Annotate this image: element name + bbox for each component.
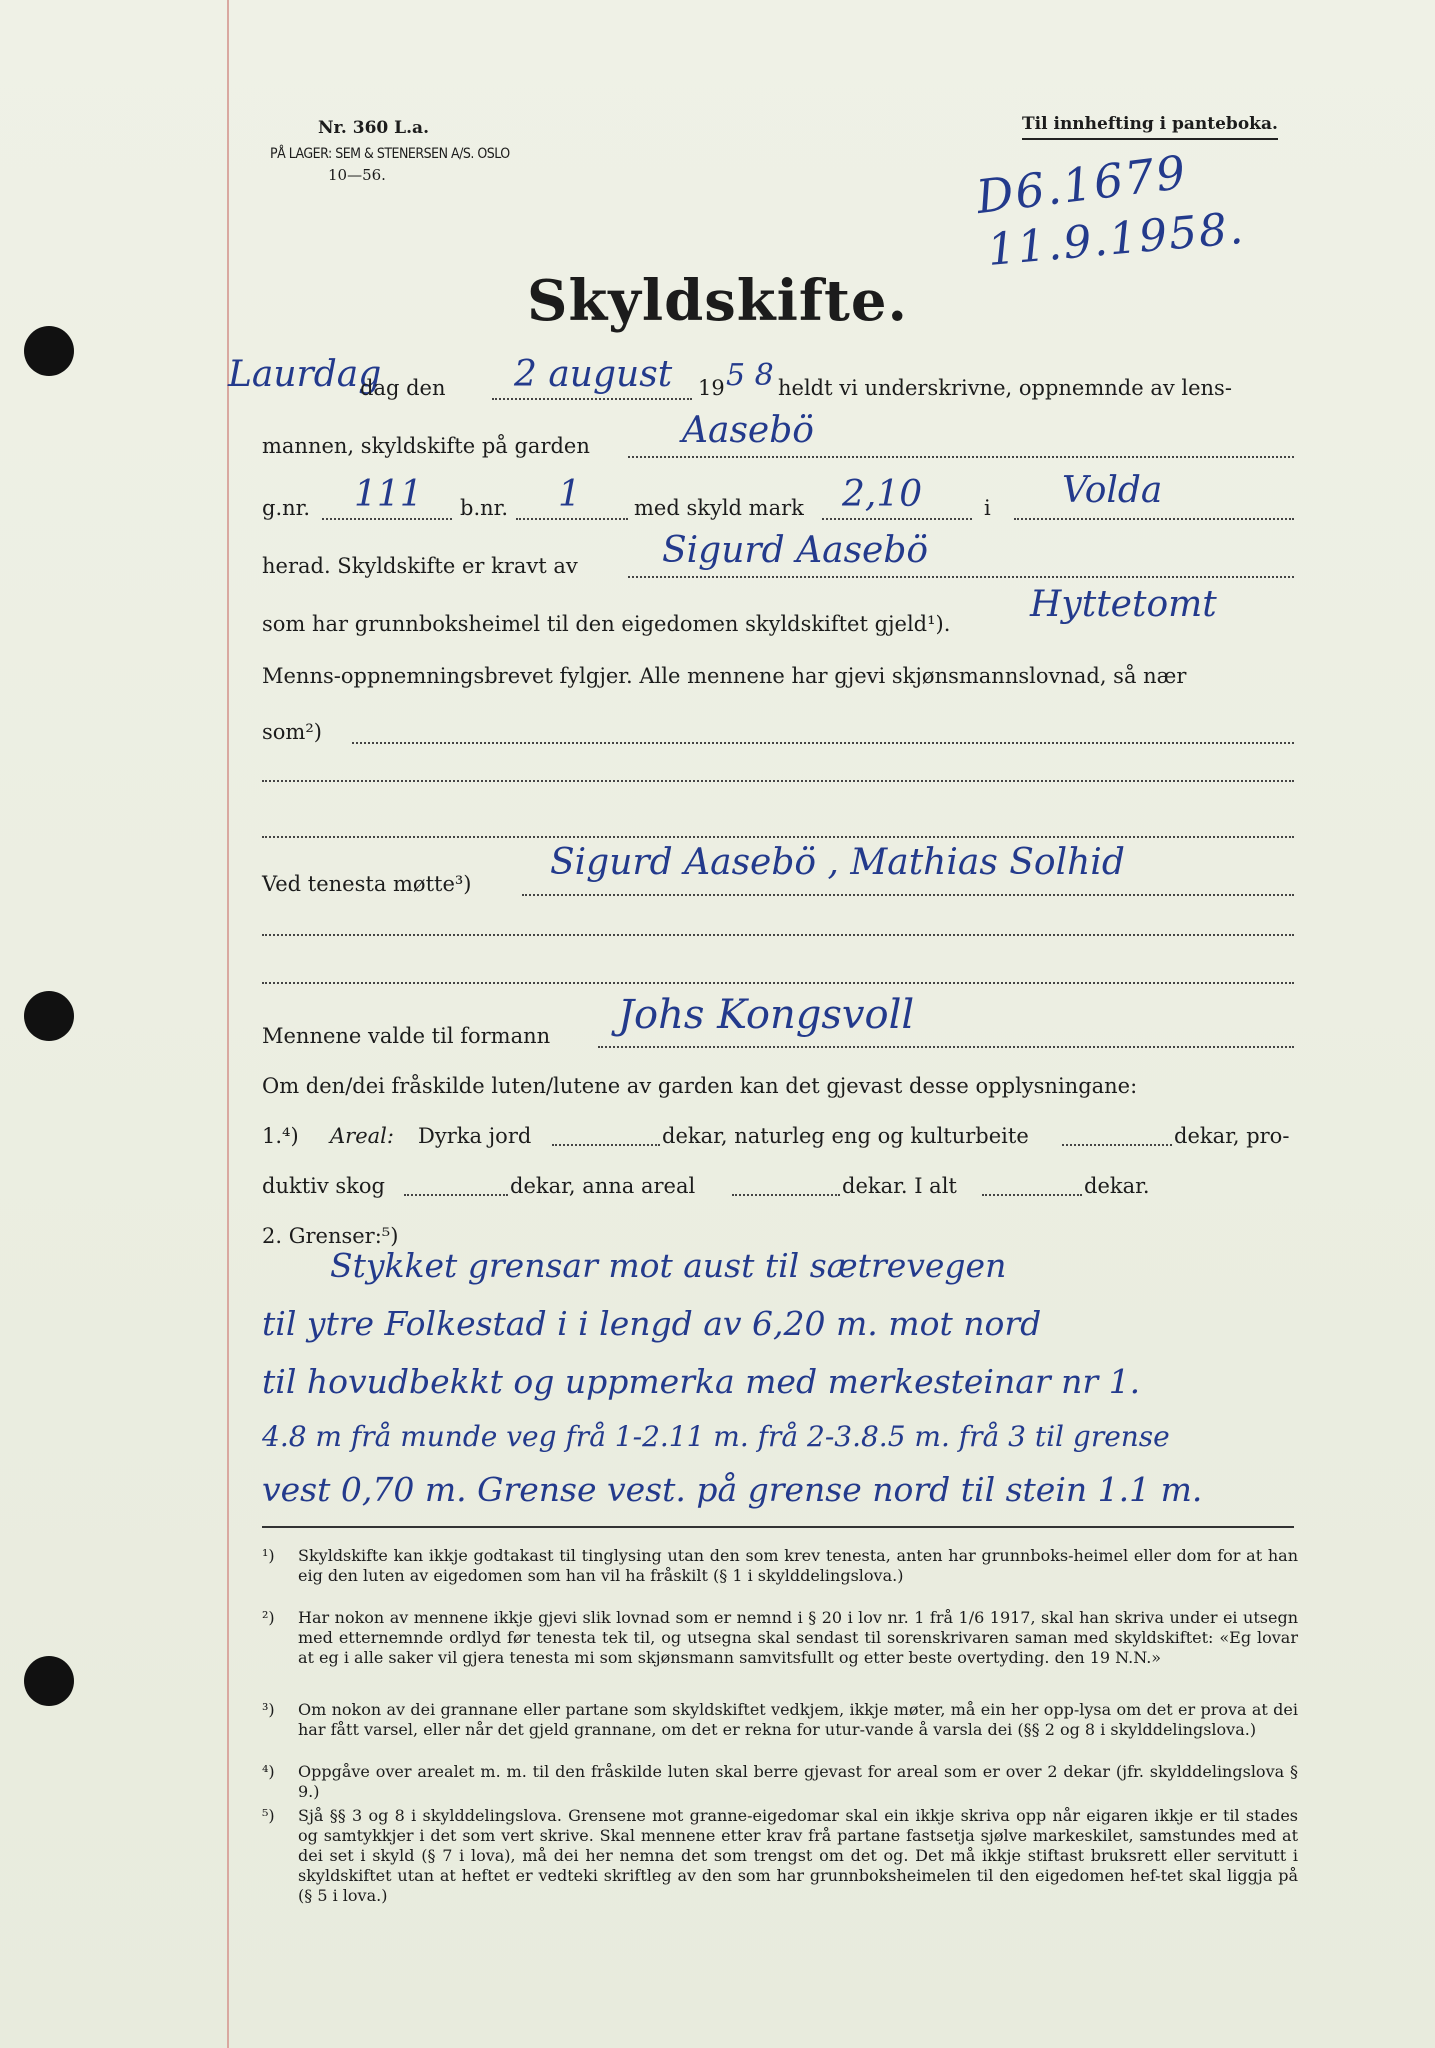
punch-hole [24, 1656, 74, 1706]
dotted-line [628, 456, 1294, 458]
label: herad. Skyldskifte er kravt av [262, 554, 578, 578]
label: Menns-oppnemningsbrevet fylgjer. Alle mennene har gjevi skjønsmannslovnad, så nær [262, 664, 1187, 688]
form-line-areal [262, 1116, 1294, 1156]
grenser-line: Stykket grensar mot aust til sætrevegen [330, 1246, 1007, 1285]
label: dekar. I alt [842, 1174, 957, 1198]
dotted-line [322, 518, 452, 520]
form-line-except [262, 712, 1294, 752]
year-prefix: 19 [698, 376, 725, 400]
herad-value: Volda [1062, 470, 1163, 511]
chairman-value: Johs Kongsvoll [618, 992, 915, 1038]
dotted-line [822, 518, 972, 520]
label: dag den [360, 376, 446, 400]
punch-hole [24, 991, 74, 1041]
footnote-divider [262, 1526, 1294, 1528]
label: Ved tenesta møtte³) [262, 872, 472, 896]
form-number: Nr. 360 L.a. [318, 118, 429, 138]
dotted-line [262, 836, 1294, 838]
label: dekar, naturleg eng og kulturbeite [662, 1124, 1029, 1148]
label: Om den/dei fråskilde luten/lutene av garden kan det gjevast desse opplysningane: [262, 1074, 1138, 1098]
label: heldt vi underskrivne, oppnemnde av lens- [778, 376, 1232, 400]
label: i [984, 496, 991, 520]
label: Dyrka jord [418, 1124, 532, 1148]
form-line-purpose [262, 584, 1294, 644]
filing-hint: Til innhefting i panteboka. [1022, 114, 1278, 140]
dotted-line [598, 1046, 1294, 1048]
skyld-value: 2,10 [842, 474, 923, 515]
footnote-number: ⁵) [262, 1806, 275, 1825]
dotted-line [552, 1144, 660, 1146]
footnote-number: ³) [262, 1700, 275, 1719]
weekday-value: Laurdag [228, 354, 382, 395]
dotted-line [262, 934, 1294, 936]
form-line-date [228, 354, 1294, 408]
bnr-value: 1 [558, 474, 581, 515]
grenser-line: til hovudbekkt og uppmerka med merkesteinar nr 1. [262, 1362, 1141, 1401]
dotted-line [522, 894, 1294, 896]
document-title: Skyldskifte. [527, 268, 908, 334]
dotted-line [352, 742, 1294, 744]
form-line-attendees [262, 842, 1294, 904]
dotted-line [982, 1194, 1082, 1196]
dotted-line [1062, 1144, 1172, 1146]
form-line-info [262, 1066, 1294, 1106]
farm-value: Aasebö [682, 410, 814, 451]
footnote-text: Skyldskifte kan ikkje godtakast til tinglysing utan den som krev tenesta, anten har grunnboks-heimel eller dom for at han eig den luten av eigedomen som han vil ha fråskilt (§ 1 i skylddelingslova.) [298, 1546, 1298, 1585]
form-line-gnr [262, 470, 1294, 528]
label: som²) [262, 720, 322, 744]
dotted-line [262, 780, 1294, 782]
dotted-line [1014, 518, 1294, 520]
printer-stamp: PÅ LAGER: SEM & STENERSEN A/S. OSLO [270, 146, 510, 162]
label: dekar, pro- [1174, 1124, 1290, 1148]
label: dekar. [1084, 1174, 1150, 1198]
gnr-value: 111 [354, 474, 423, 515]
footnote-number: ⁴) [262, 1762, 275, 1781]
label: mannen, skyldskifte på garden [262, 434, 590, 458]
label: b.nr. [460, 496, 509, 520]
form-line-appointment [262, 656, 1294, 696]
label: som har grunnboksheimel til den eigedomen skyldskiftet gjeld¹). [262, 612, 951, 636]
attendees-value: Sigurd Aasebö , Mathias Solhid [550, 842, 1125, 883]
label: duktiv skog [262, 1174, 385, 1198]
dotted-line [628, 576, 1294, 578]
footnote-text: Om nokon av dei grannane eller partane som skyldskiftet vedkjem, ikkje møter, må ein her opp-lysa om det er prova at dei har fått varsel, eller når det gjeld grannane, om det er rekna for utur-vande å varsla dei (§§ 2 og 8 i skylddelingslova.) [298, 1700, 1298, 1739]
footnote-number: ²) [262, 1608, 275, 1627]
registration-number: D6.1679 [973, 144, 1191, 224]
requester-value: Sigurd Aasebö [662, 530, 929, 571]
form-line-requester [262, 530, 1294, 586]
grenser-line: vest 0,70 m. Grense vest. på grense nord til stein 1.1 m. [262, 1470, 1203, 1509]
date-value: 2 august [514, 354, 673, 395]
footnote-number: ¹) [262, 1546, 275, 1565]
purpose-value: Hyttetomt [1030, 584, 1217, 625]
label: g.nr. [262, 496, 311, 520]
dotted-line [262, 982, 1294, 984]
grenser-line: til ytre Folkestad i i lengd av 6,20 m. mot nord [262, 1304, 1042, 1343]
dotted-line [492, 398, 692, 400]
form-line-chairman [262, 992, 1294, 1056]
label: Areal: [330, 1124, 394, 1148]
label: 2. Grenser:⁵) [262, 1224, 399, 1248]
form-line-skog [262, 1166, 1294, 1206]
label: med skyld mark [634, 496, 804, 520]
dotted-line [732, 1194, 840, 1196]
registration-date: 11.9.1958. [985, 202, 1247, 276]
footnote-text: Har nokon av mennene ikkje gjevi slik lovnad som er nemnd i § 20 i lov nr. 1 frå 1/6 1917, skal han skriva under ei utsegn med etternemnde ordlyd før tenesta tek til, og utsegna skal sendast til sorenskrivaren saman med skyldskiftet: «Eg lovar at eg i alle saker vil gjera tenesta mi som skjønsmann samvitsfullt og etter beste overtyding. den 19 N.N.» [298, 1608, 1298, 1667]
footnote-text: Oppgåve over arealet m. m. til den fråskilde luten skal berre gjevast for areal som er over 2 dekar (jfr. skylddelingslova § 9.) [298, 1762, 1298, 1801]
dotted-line [404, 1194, 508, 1196]
label: Mennene valde til formann [262, 1024, 551, 1048]
footnote-ref: 1.⁴) [262, 1124, 299, 1148]
year-value: 5 8 [726, 358, 774, 393]
label: dekar, anna areal [510, 1174, 696, 1198]
form-line-farm [262, 410, 1294, 466]
footnote-text: Sjå §§ 3 og 8 i skylddelingslova. Grensene mot granne-eigedomar skal ein ikkje skriva opp når eigaren ikkje er til stades og samtykkjer i det som vert skrive. Skal mennene etter krav frå partane fastsetja sjølve markeskilet, samstundes med at dei set i skyld (§ 7 i lova), må dei her nemna det som trengst om det og. Det må ikkje stiftast bruksrett eller servitutt i skyldskiftet utan at heftet er vedteki skriftleg av den som har grunnboksheimelen til den eigedomen hef-tet skal liggja på (§ 5 i lova.) [298, 1806, 1298, 1905]
dotted-line [516, 518, 628, 520]
grenser-line: 4.8 m frå munde veg frå 1-2.11 m. frå 2-3.8.5 m. frå 3 til grense [262, 1420, 1170, 1453]
print-date: 10—56. [328, 166, 386, 184]
